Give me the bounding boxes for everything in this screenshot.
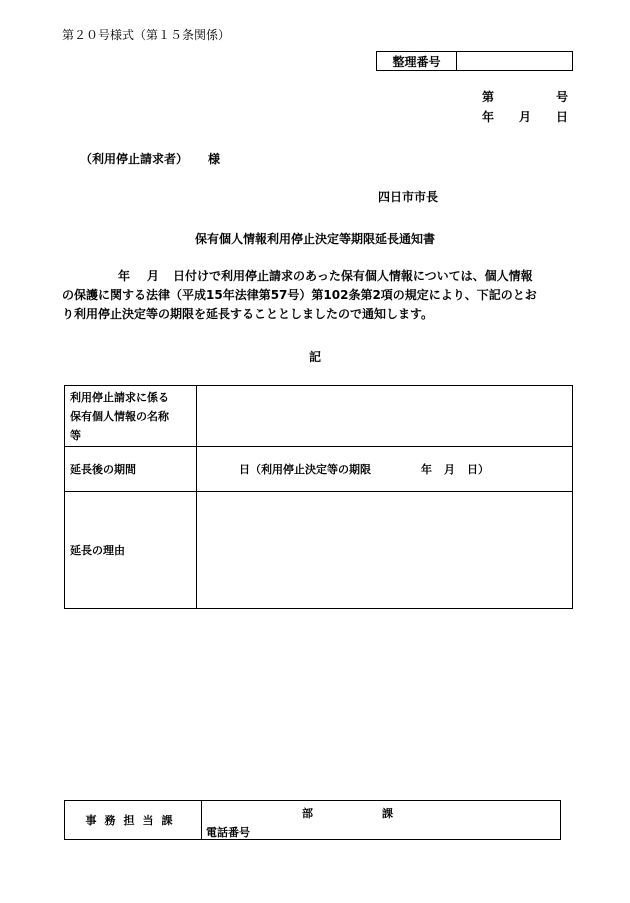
period-hi: 日（利用停止決定等の期限 xyxy=(239,463,371,476)
document-title: 保有個人情報利用停止決定等期限延長通知書 xyxy=(194,232,435,246)
table-row xyxy=(65,447,573,492)
notice-body xyxy=(62,267,576,324)
row1-label-line: 等 xyxy=(70,428,81,442)
row-label-reason: 延長の理由 xyxy=(65,492,197,609)
month-label: 月 xyxy=(518,110,531,124)
extended-period-field[interactable] xyxy=(197,447,573,492)
row-label-target-info xyxy=(65,386,197,447)
year-label: 年 xyxy=(482,110,495,124)
row1-label-line: 保有個人情報の名称 xyxy=(70,409,169,423)
contact-field[interactable] xyxy=(202,801,561,840)
section-label: 課 xyxy=(382,807,393,820)
body-line-1 xyxy=(62,267,576,286)
body-line1-rest: 日付けで利用停止請求のあった保有個人情報については、個人情報 xyxy=(173,269,533,283)
period-month: 月 xyxy=(444,463,455,476)
body-line-2: の保護に関する法律（平成15年法律第57号）第102条第2項の規定により、下記のとお xyxy=(62,288,537,302)
period-day: 日） xyxy=(467,463,489,476)
table-row xyxy=(65,492,573,609)
row-label-extended-period: 延長後の期間 xyxy=(65,447,197,492)
row1-label-line: 利用停止請求に係る xyxy=(70,390,169,404)
issuer-mayor: 四日市市長 xyxy=(378,190,439,204)
table-row xyxy=(65,386,573,447)
go-label: 号 xyxy=(555,90,568,104)
reference-number-field[interactable] xyxy=(457,52,572,70)
reference-number-label: 整理番号 xyxy=(377,52,457,70)
body-year: 年 xyxy=(118,269,131,283)
dai-label: 第 xyxy=(482,90,495,104)
day-label: 日 xyxy=(555,110,568,124)
phone-label: 電話番号 xyxy=(206,826,250,839)
contact-label: 事務担当課 xyxy=(65,801,202,840)
body-line-3: り利用停止決定等の期限を延長することとしましたので通知します。 xyxy=(62,307,434,321)
details-table xyxy=(64,385,573,609)
table-row xyxy=(65,801,561,840)
contact-table xyxy=(64,800,561,840)
form-number: 第２０号様式（第１５条関係） xyxy=(62,28,231,42)
target-info-field[interactable] xyxy=(197,386,573,447)
reason-field[interactable] xyxy=(197,492,573,609)
ki-heading: 記 xyxy=(308,350,321,364)
extended-period-content xyxy=(197,461,572,477)
reference-number-box xyxy=(376,51,573,71)
document-date-line xyxy=(482,108,568,125)
body-month: 月 xyxy=(147,269,160,283)
document-number-line xyxy=(482,88,568,105)
requester-label: （利用停止請求者） xyxy=(80,152,189,166)
period-year: 年 xyxy=(421,463,432,476)
honorific-sama: 様 xyxy=(208,152,221,166)
department-label: 部 xyxy=(302,807,313,820)
